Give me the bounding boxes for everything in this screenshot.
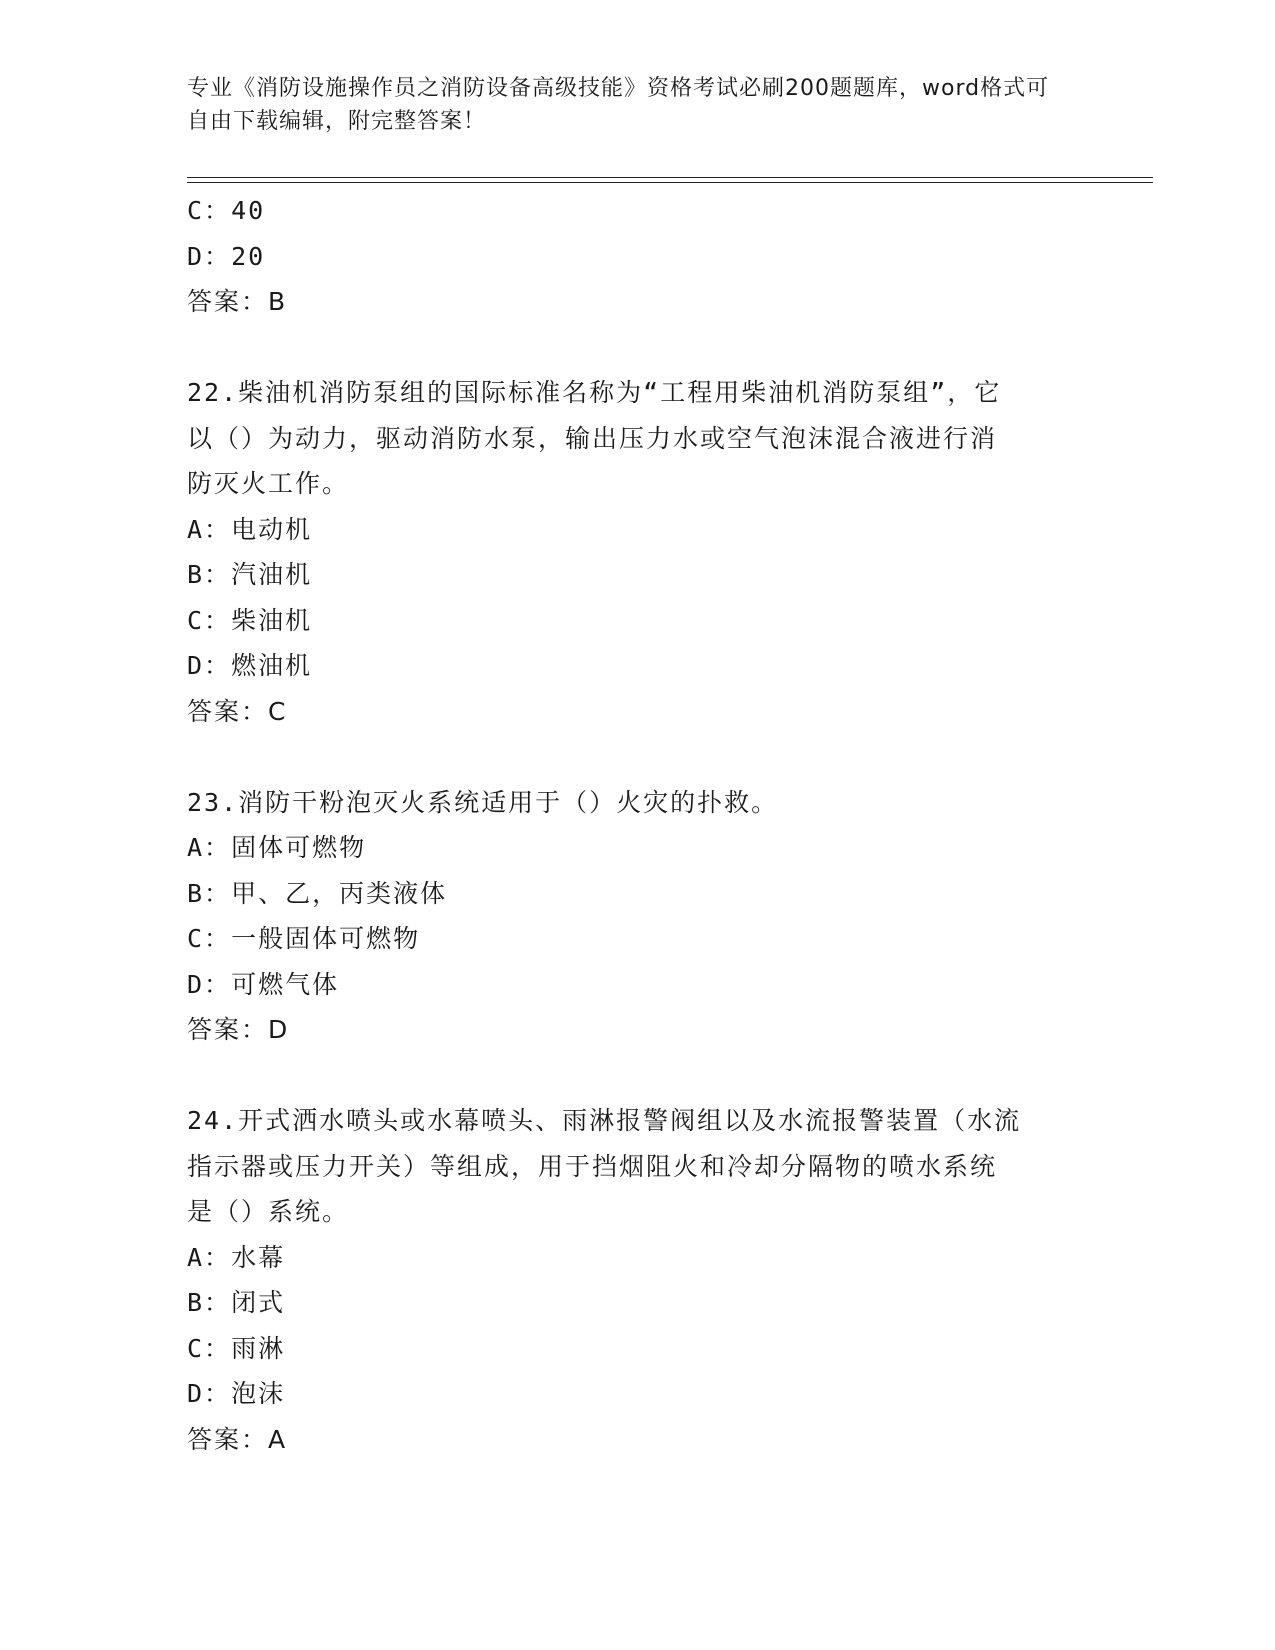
question-24 (187, 1098, 1077, 1462)
option-label: A： (187, 514, 232, 544)
option-text: 雨淋 (231, 1333, 286, 1363)
option-text: 20 (231, 241, 266, 271)
question-stem-line: 23.消防干粉泡灭火系统适用于（）火灾的扑救。 (187, 787, 779, 817)
continued-question (187, 188, 1077, 325)
option-text: 水幕 (231, 1242, 286, 1272)
option-text: 甲、乙，丙类液体 (231, 878, 448, 908)
option-label: D： (187, 651, 232, 680)
option-text: 闭式 (231, 1288, 286, 1317)
question-stem-line: 防灭火工作。 (187, 469, 350, 498)
option-text: 电动机 (231, 514, 313, 544)
spacer (187, 1053, 1077, 1099)
question-23 (187, 780, 1077, 1053)
option-c (187, 598, 1077, 644)
option-label: A： (187, 833, 232, 862)
question-stem-line: 以（）为动力，驱动消防水泵，输出压力水或空气泡沫混合液进行消 (187, 423, 998, 453)
option-label: A： (187, 1242, 232, 1272)
option-text: 柴油机 (231, 605, 313, 635)
option-a (187, 825, 1077, 871)
option-label: B： (187, 878, 232, 908)
option-label: C： (187, 605, 232, 635)
option-text: 泡沫 (231, 1379, 286, 1408)
option-b (187, 552, 1077, 598)
header-divider-second (187, 182, 1153, 183)
question-stem-line: 24.开式洒水喷头或水幕喷头、雨淋报警阀组以及水流报警装置（水流 (187, 1106, 1022, 1135)
option-label: C： (187, 196, 232, 225)
option-text: 固体可燃物 (231, 833, 367, 862)
answer: 答案：A (187, 1424, 288, 1454)
option-text: 可燃气体 (231, 969, 340, 999)
option-label: D： (187, 241, 232, 271)
option-text: 燃油机 (231, 651, 313, 680)
option-b (187, 1280, 1077, 1326)
document-header: 专业《消防设施操作员之消防设备高级技能》资格考试必刷200题题库，word格式可自由下载编辑，附完整答案！ (187, 76, 1050, 134)
option-text: 40 (231, 196, 266, 225)
option-label: D： (187, 969, 232, 999)
header-divider (187, 177, 1153, 178)
question-stem-line: 22.柴油机消防泵组的国际标准名称为“工程用柴油机消防泵组”，它 (187, 378, 1002, 407)
answer: 答案：B (187, 287, 288, 316)
option-a (187, 1235, 1077, 1281)
option-label: C： (187, 1333, 232, 1363)
option-label: B： (187, 1288, 232, 1317)
spacer (187, 734, 1077, 780)
question-stem-line: 指示器或压力开关）等组成，用于挡烟阻火和冷却分隔物的喷水系统 (187, 1151, 998, 1181)
question-content (187, 188, 1077, 1462)
option-c (187, 188, 1077, 234)
option-text: 汽油机 (231, 560, 313, 589)
question-22 (187, 370, 1077, 734)
option-b (187, 871, 1077, 917)
option-a (187, 507, 1077, 553)
option-text: 一般固体可燃物 (231, 924, 421, 953)
option-c (187, 1326, 1077, 1372)
spacer (187, 325, 1077, 371)
answer: 答案：C (187, 696, 288, 726)
option-label: D： (187, 1379, 232, 1408)
option-d (187, 234, 1077, 280)
option-d (187, 1371, 1077, 1417)
option-label: B： (187, 560, 232, 589)
question-stem-line: 是（）系统。 (187, 1197, 350, 1226)
option-label: C： (187, 924, 232, 953)
option-d (187, 643, 1077, 689)
answer: 答案：D (187, 1015, 290, 1044)
option-d (187, 962, 1077, 1008)
option-c (187, 916, 1077, 962)
